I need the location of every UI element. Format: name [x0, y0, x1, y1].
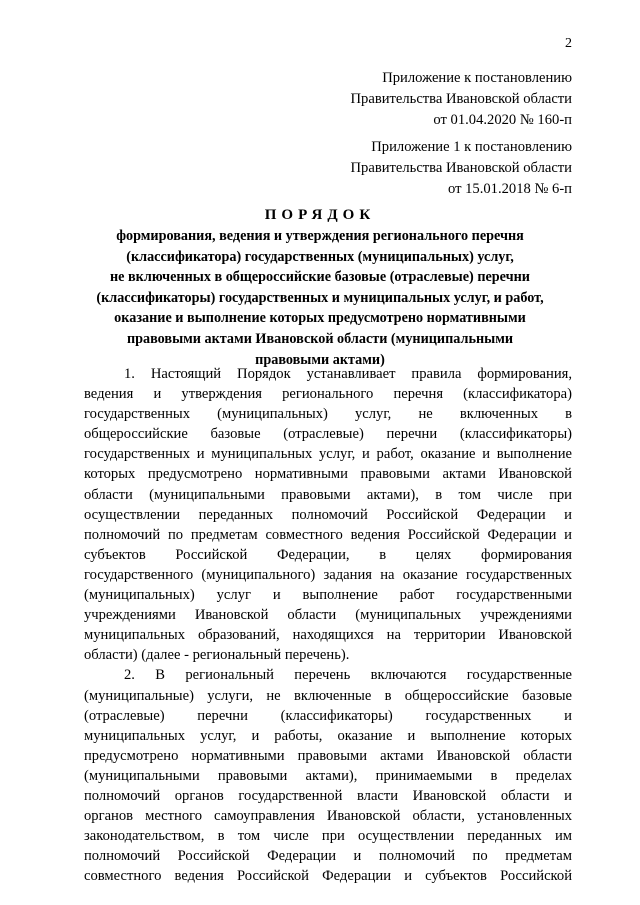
text-line: (муниципальных) услуг и выполнение работ государственными: [84, 587, 572, 604]
title-line: не включенных в общероссийские базовые (отраслевые) перечни: [110, 269, 530, 286]
page-number: 2: [565, 36, 572, 51]
appendix-line: от 01.04.2020 № 160-п: [433, 112, 572, 128]
text-line: ведения и утверждения регионального перечня (классификатора): [84, 386, 572, 403]
text-line: государственных и муниципальных услуг, и работ, оказание и выполнение: [84, 446, 572, 463]
paragraph-2: [84, 665, 572, 886]
text-line: государственного (муниципального) задания на оказание государственных: [84, 566, 572, 583]
appendix-note-current: [351, 68, 572, 131]
text-line: (муниципальные) услуги, не включенные в общероссийские базовые: [84, 687, 572, 704]
text-line: полномочий Российской Федерации и полномочий по предметам: [84, 848, 572, 865]
text-line: (отраслевые) перечни (классификаторы) государственных и: [84, 707, 572, 724]
paragraph-1: [84, 364, 572, 665]
text-line: законодательством, в том числе при осуществлении переданных им: [84, 828, 572, 845]
text-line: 1. Настоящий Порядок устанавливает правила формирования,: [124, 366, 572, 382]
text-line: органов местного самоуправления Ивановской области, установленных: [84, 808, 572, 825]
text-line: 2. В региональный перечень включаются государственные: [124, 667, 572, 684]
title-line: оказание и выполнение которых предусмотрено нормативными: [114, 310, 526, 327]
appendix-line: Приложение к постановлению: [382, 70, 572, 86]
text-line: общероссийские базовые (отраслевые) перечни (классификаторы): [84, 426, 572, 443]
text-line: учреждениями Ивановской области (муниципальных учреждениями: [84, 607, 572, 624]
text-line: осуществлении переданных полномочий Российской Федерации и: [84, 506, 572, 523]
text-line: предусмотрено нормативными правовыми актами Ивановской области: [84, 747, 572, 764]
title-line: (классификатора) государственных (муниципальных) услуг,: [126, 248, 514, 265]
title-heading: ПОРЯДОК: [264, 207, 376, 223]
text-line: которых предусмотрено нормативными правовыми актами Ивановской: [84, 466, 572, 483]
text-line: субъектов Российской Федерации, в целях формирования: [84, 546, 572, 563]
text-line: муниципальных услуг, и работы, оказание и выполнение которых: [84, 727, 572, 744]
title-line: правовыми актами Ивановской области (муниципальными: [126, 330, 514, 347]
document-title: [68, 205, 572, 370]
appendix-line: Правительства Ивановской области: [350, 160, 572, 176]
title-line: (классификаторы) государственных и муниципальных услуг, и работ,: [96, 289, 544, 306]
title-line: формирования, ведения и утверждения регионального перечня: [116, 228, 524, 244]
appendix-line: Правительства Ивановской области: [350, 91, 572, 107]
document-body: [84, 364, 572, 886]
text-line: муниципальных образований, находящихся на территории Ивановской: [84, 627, 572, 644]
title-line: правовыми актами): [255, 351, 385, 368]
appendix-line: Приложение 1 к постановлению: [371, 139, 572, 155]
text-line: полномочий органов государственной власти Ивановской области и: [84, 787, 572, 804]
text-line: государственных (муниципальных) услуг, не включенных в: [84, 406, 572, 423]
appendix-line: от 15.01.2018 № 6-п: [448, 181, 572, 197]
text-line: области) (далее - региональный перечень).: [84, 647, 350, 664]
appendix-note-original: [351, 137, 572, 200]
text-line: полномочий по предметам совместного ведения Российской Федерации и: [84, 526, 572, 543]
text-line: (муниципальными правовыми актами), принимаемыми в пределах: [84, 767, 572, 784]
text-line: совместного ведения Российской Федерации и субъектов Российской: [84, 868, 572, 885]
text-line: области (муниципальными правовыми актами), в том числе при: [84, 486, 572, 503]
